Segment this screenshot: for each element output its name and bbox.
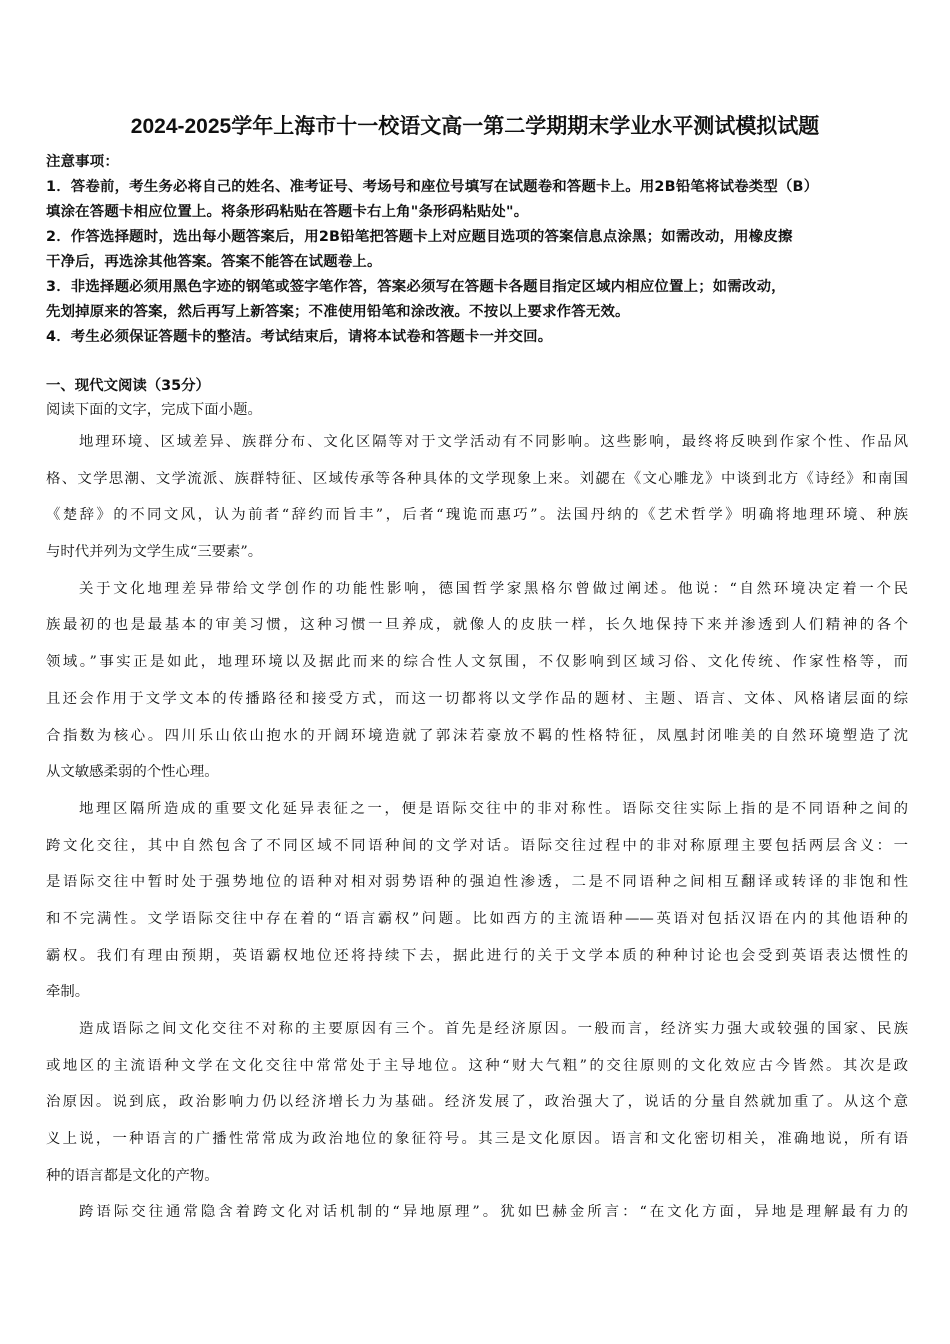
passage-line: 跨语际交往通常隐含着跨文化对话机制的“异地原理”。犹如巴赫金所言：“在文化方面，异地是理解最有力的 (79, 1204, 908, 1221)
passage-line: 合指数为核心。四川乐山依山抱水的开阔环境造就了郭沫若豪放不羁的性格特征，凤凰封闭唯美的自然环境塑造了沈 (46, 727, 908, 744)
passage-line: 与时代并列为文学生成“三要素”。 (46, 544, 263, 561)
notice-line: 填涂在答题卡相应位置上。将条形码粘贴在答题卡右上角"条形码粘贴处"。 (46, 204, 529, 220)
section-heading: 一、现代文阅读（35分） (46, 378, 210, 394)
passage-line: 造成语际之间文化交往不对称的主要原因有三个。首先是经济原因。一般而言，经济实力强大或较强的国家、民族 (79, 1021, 908, 1037)
passage-line: 治原因。说到底，政治影响力仍以经济增长力为基础。经济发展了，政治强大了，说话的分量自然就加重了。从这个意 (46, 1094, 908, 1111)
notice-line: 2．作答选择题时，选出每小题答案后，用2B铅笔把答题卡上对应题目选项的答案信息点涂黑；如需改动，用橡皮擦 (46, 229, 793, 245)
passage-line: 或地区的主流语种文学在文化交往中常常处于主导地位。这种“财大气粗”的交往原则的文化效应古今皆然。其次是政 (46, 1057, 908, 1074)
notice-section (46, 150, 908, 350)
page-title: 2024-2025学年上海市十一校语文高一第二学期期末学业水平测试模拟试题 (130, 115, 820, 138)
reading-passage (46, 424, 908, 1231)
passage-line: 且还会作用于文学文本的传播路径和接受方式，而这一切都将以文学作品的题材、主题、语言、文体、风格诸层面的综 (46, 690, 908, 707)
passage-line: 地理区隔所造成的重要文化延异表征之一，便是语际交往中的非对称性。语际交往实际上指的是不同语种之间的 (79, 800, 908, 817)
passage-line: 和不完满性。文学语际交往中存在着的“语言霸权”问题。比如西方的主流语种——英语对包括汉语在内的其他语种的 (46, 910, 908, 927)
section-instruction: 阅读下面的文字，完成下面小题。 (46, 402, 262, 418)
notice-line: 干净后，再选涂其他答案。答案不能答在试题卷上。 (46, 254, 382, 270)
notice-line: 4．考生必须保证答题卡的整洁。考试结束后，请将本试卷和答题卡一并交回。 (46, 329, 553, 345)
passage-line: 义上说，一种语言的广播性常常成为政治地位的象征符号。其三是文化原因。语言和文化密切相关，准确地说，所有语 (46, 1131, 908, 1148)
notice-line: 3．非选择题必须用黑色字迹的钢笔或签字笔作答，答案必须写在答题卡各题目指定区域内相应位置上；如需改动， (46, 279, 786, 295)
passage-line: 领域。”事实正是如此，地理环境以及据此而来的综合性人文氛围，不仅影响到区域习俗、文化传统、作家性格等，而 (46, 654, 908, 671)
passage-line: 是语际交往中暂时处于强势地位的语种对相对弱势语种的强迫性渗透，二是不同语种之间相互翻译或转译的非饱和性 (46, 874, 908, 891)
passage-line: 族最初的也是最基本的审美习惯，这种习惯一旦养成，就像人的皮肤一样，长久地保持下来并渗透到人们精神的各个 (46, 617, 908, 634)
passage-line: 牵制。 (46, 984, 90, 1001)
passage-line: 种的语言都是文化的产物。 (46, 1167, 219, 1184)
passage-line: 《楚辞》的不同文风，认为前者“辞约而旨丰”，后者“瑰诡而惠巧”。法国丹纳的《艺术哲学》明确将地理环境、种族 (46, 507, 908, 524)
notice-line: 先划掉原来的答案，然后再写上新答案；不准使用铅笔和涂改液。不按以上要求作答无效。 (46, 304, 630, 320)
passage-line: 从文敏感柔弱的个性心理。 (46, 764, 219, 781)
passage-line: 地理环境、区域差异、族群分布、文化区隔等对于文学活动有不同影响。这些影响，最终将反映到作家个性、作品风 (79, 434, 908, 450)
passage-line: 关于文化地理差异带给文学创作的功能性影响，德国哲学家黑格尔曾做过阐述。他说：“自然环境决定着一个民 (79, 580, 908, 597)
passage-line: 霸权。我们有理由预期，英语霸权地位还将持续下去，据此进行的关于文学本质的种种讨论也会受到英语表达惯性的 (46, 947, 908, 964)
passage-line: 格、文学思潮、文学流派、族群特征、区域传承等各种具体的文学现象上来。刘勰在《文心雕龙》中谈到北方《诗经》和南国 (46, 470, 908, 487)
notice-line: 1．答卷前，考生务必将自己的姓名、准考证号、考场号和座位号填写在试题卷和答题卡上。用2B铅笔将试卷类型（B） (46, 179, 819, 195)
notice-heading: 注意事项： (46, 154, 119, 170)
passage-line: 跨文化交往，其中自然包含了不同区域不同语种间的文学对话。语际交往过程中的非对称原理主要包括两层含义：一 (46, 837, 908, 854)
